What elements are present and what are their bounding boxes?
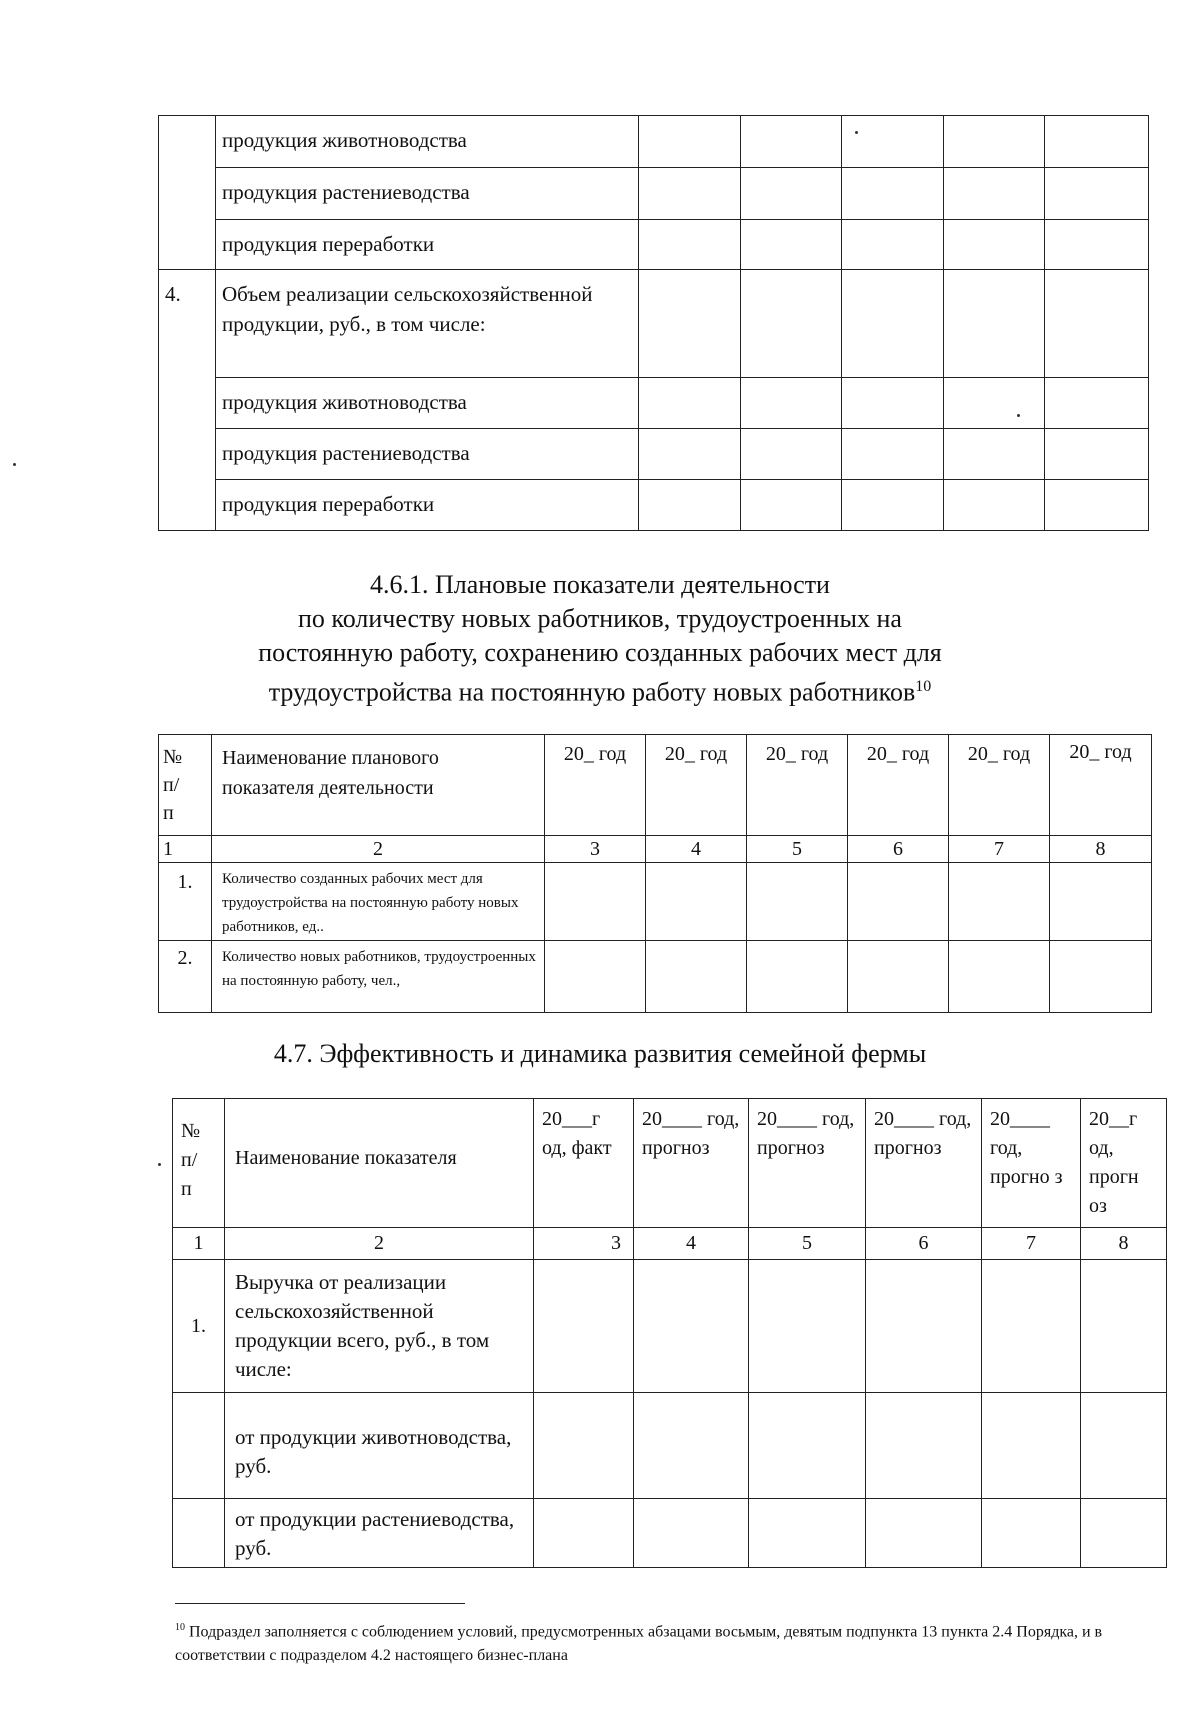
header-num: № п/ п: [159, 735, 212, 836]
table-header-row: [173, 1099, 1167, 1228]
row-label-cell: продукция переработки: [216, 220, 639, 270]
scan-speck: [158, 1163, 161, 1166]
header-year: 20_ год: [646, 735, 747, 836]
table-row: 1. Выручка от реализации сельскохозяйственной продукции всего, руб., в том числе:: [173, 1260, 1167, 1393]
table-row: от продукции животноводства, руб.: [173, 1393, 1167, 1499]
header-year: 20____ год, прогноз: [866, 1099, 982, 1228]
scan-speck: [13, 463, 16, 466]
table-row: [159, 429, 1149, 480]
table-row: [159, 270, 1149, 378]
header-name: Наименование показателя: [225, 1099, 534, 1228]
table-row: [159, 116, 1149, 168]
footnote-number: 10: [175, 1622, 185, 1633]
table-header-row: [159, 735, 1152, 836]
row-label-cell: продукция переработки: [216, 480, 639, 531]
header-year: 20____ год, прогноз: [749, 1099, 866, 1228]
col-number-row: 1 2 3 4 5 6 7 8: [159, 836, 1152, 863]
table-row: 2. Количество новых работников, трудоустроенных на постоянную работу, чел.,: [159, 941, 1152, 1013]
table-row: [159, 168, 1149, 220]
table-461: [158, 734, 1152, 1013]
table-row: 1. Количество созданных рабочих мест для трудоустройства на постоянную работу новых работников, ед..: [159, 863, 1152, 941]
section-47-title: 4.7. Эффективность и динамика развития семейной фермы: [273, 1039, 927, 1068]
footnote-divider: [175, 1603, 465, 1604]
header-name: Наименование планового показателя деятельности: [212, 735, 545, 836]
table-row: [159, 480, 1149, 531]
header-year: 20____ год, прогно з: [982, 1099, 1081, 1228]
footnote-ref: 10: [915, 678, 932, 695]
section-461-title: 4.6.1. Плановые показатели деятельности по количеству новых работников, трудоустроенных на постоянную работу, сохранению созданных рабочих мест для трудоустройства на постоянную работу новых работников$^{10}$: [258, 570, 942, 707]
table-top: [158, 115, 1149, 531]
header-year: 20_ год: [848, 735, 949, 836]
row-label-cell: Объем реализации сельскохозяйственной продукции, руб., в том числе:: [216, 270, 639, 378]
footnote: [175, 1616, 1135, 1668]
row-label-cell: продукция животноводства: [216, 378, 639, 429]
header-year: 20___г од, факт: [534, 1099, 634, 1228]
table-47: [172, 1098, 1167, 1568]
row-label-cell: продукция растениеводства: [216, 429, 639, 480]
header-year: 20____ год, прогноз: [634, 1099, 749, 1228]
scan-speck: [855, 131, 858, 134]
table-row: от продукции растениеводства, руб.: [173, 1499, 1167, 1568]
table-row: [159, 378, 1149, 429]
row-label-cell: продукция растениеводства: [216, 168, 639, 220]
header-year: 20_ год: [747, 735, 848, 836]
header-year: 20_ год: [545, 735, 646, 836]
scan-speck: [1017, 414, 1020, 417]
header-num: № п/ п: [173, 1099, 225, 1228]
header-year: 20_ год: [949, 735, 1050, 836]
footnote-text: Подраздел заполняется с соблюдением условий, предусмотренных абзацами восьмым, девятым подпункта 13 пункта 2.4 Порядка, и в соответствии с подразделом 4.2 настоящего бизнес-плана: [175, 1623, 1103, 1665]
row-label-cell: продукция животноводства: [216, 116, 639, 168]
header-year: 20__г од, прогн оз: [1081, 1099, 1167, 1228]
table-row: [159, 220, 1149, 270]
row-num-cell: 4.: [159, 270, 216, 378]
header-year: 20_ год: [1050, 735, 1152, 836]
col-number-row: 1 2 3 4 5 6 7 8: [173, 1228, 1167, 1260]
row-num-cell: [159, 116, 216, 168]
